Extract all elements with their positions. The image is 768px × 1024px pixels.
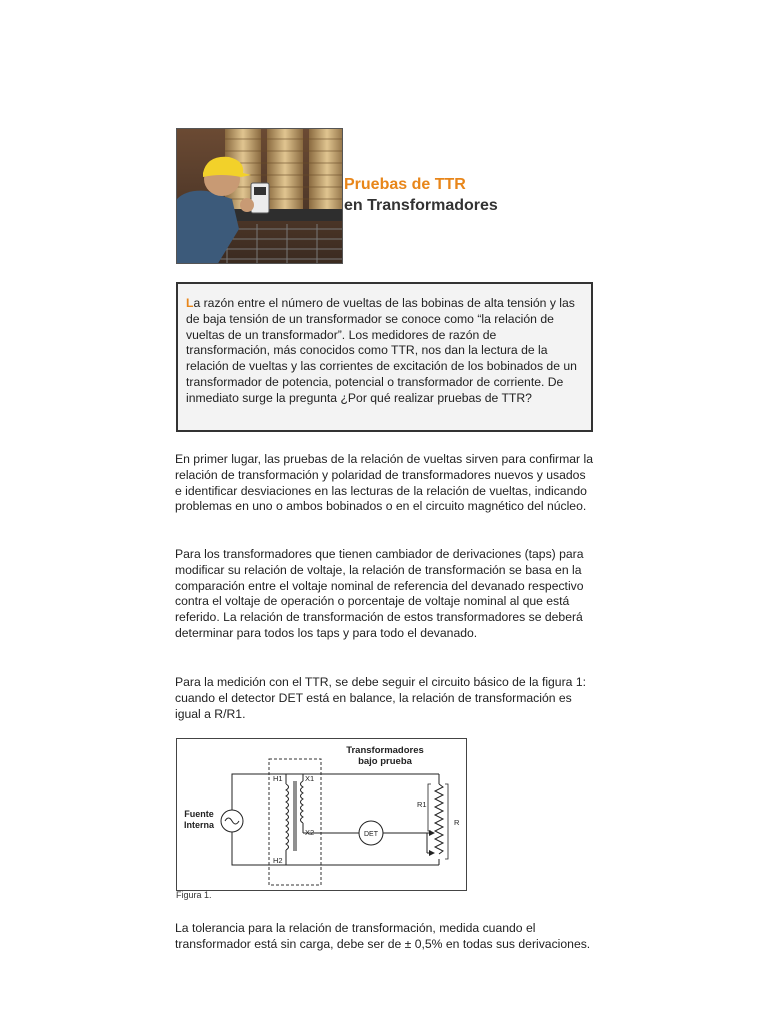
technician-photo <box>176 128 343 264</box>
circuit-diagram <box>176 738 467 891</box>
ac-source-icon <box>225 818 239 824</box>
circuit-diagram-svg <box>177 739 466 890</box>
fig-label-det: DET <box>364 831 378 838</box>
page-title-line-1: Pruebas de TTR <box>344 176 466 193</box>
fig-label-h1: H1 <box>273 774 283 783</box>
technician-photo-icon <box>177 129 343 264</box>
page-title-line-2: en Transformadores <box>344 197 498 214</box>
fig-label-x1: X1 <box>305 774 315 783</box>
figure-caption: Figura 1. <box>176 890 212 900</box>
fig-label-title-2: bajo prueba <box>358 756 412 767</box>
dropcap-letter: L <box>186 296 194 310</box>
paragraph-3: Para la medición con el TTR, se debe seguir el circuito básico de la figura 1: cuando el detector DET está en balance, la relación de transformación es igual a R/R1. <box>175 675 586 721</box>
paragraph-1: En primer lugar, las pruebas de la relación de vueltas sirven para confirmar la relación de transformación y polaridad de transformadores nuevos y usados e identificar desviaciones en las lecturas de la relación de vueltas, indicando problemas en uno o ambos bobinados o en el circuito magnético del núcleo. <box>175 452 593 514</box>
fig-label-h2: H2 <box>273 856 283 865</box>
fig-label-source-2: Interna <box>183 820 215 830</box>
fig-label-r1: R1 <box>417 800 427 809</box>
fig-label-source-1: Fuente <box>184 809 214 819</box>
fig-label-r: R <box>454 818 460 827</box>
intro-box <box>176 282 593 432</box>
paragraph-4: La tolerancia para la relación de transformación, medida cuando el transformador está sin carga, debe ser de ± 0,5% en todas sus derivaciones. <box>175 921 591 951</box>
fig-label-title-1: Transformadores <box>346 745 424 756</box>
fig-label-x2: X2 <box>305 828 315 837</box>
intro-text: a razón entre el número de vueltas de las bobinas de alta tensión y las de baja tensión de un transformador se conoce como “la relación de vueltas de un transformador”. Los medidores de razón de transformación, más conocidos como TTR, nos dan la lectura de la relación de vueltas y las corrientes de excitación de los bobinados de un transformador de potencia, potencial o transformador de corriente. De inmediato surge la pregunta ¿Por qué realizar pruebas de TTR? <box>186 296 577 405</box>
paragraph-2: Para los transformadores que tienen cambiador de derivaciones (taps) para modificar su relación de voltaje, la relación de transformación se basa en la comparación entre el voltaje nominal de referencia del devanado respectivo contra el voltaje de operación o porcentaje de voltaje nominal al que está referido. La relación de transformación de estos transformadores se deberá determinar para todos los taps y para todo el devanado. <box>175 547 584 640</box>
